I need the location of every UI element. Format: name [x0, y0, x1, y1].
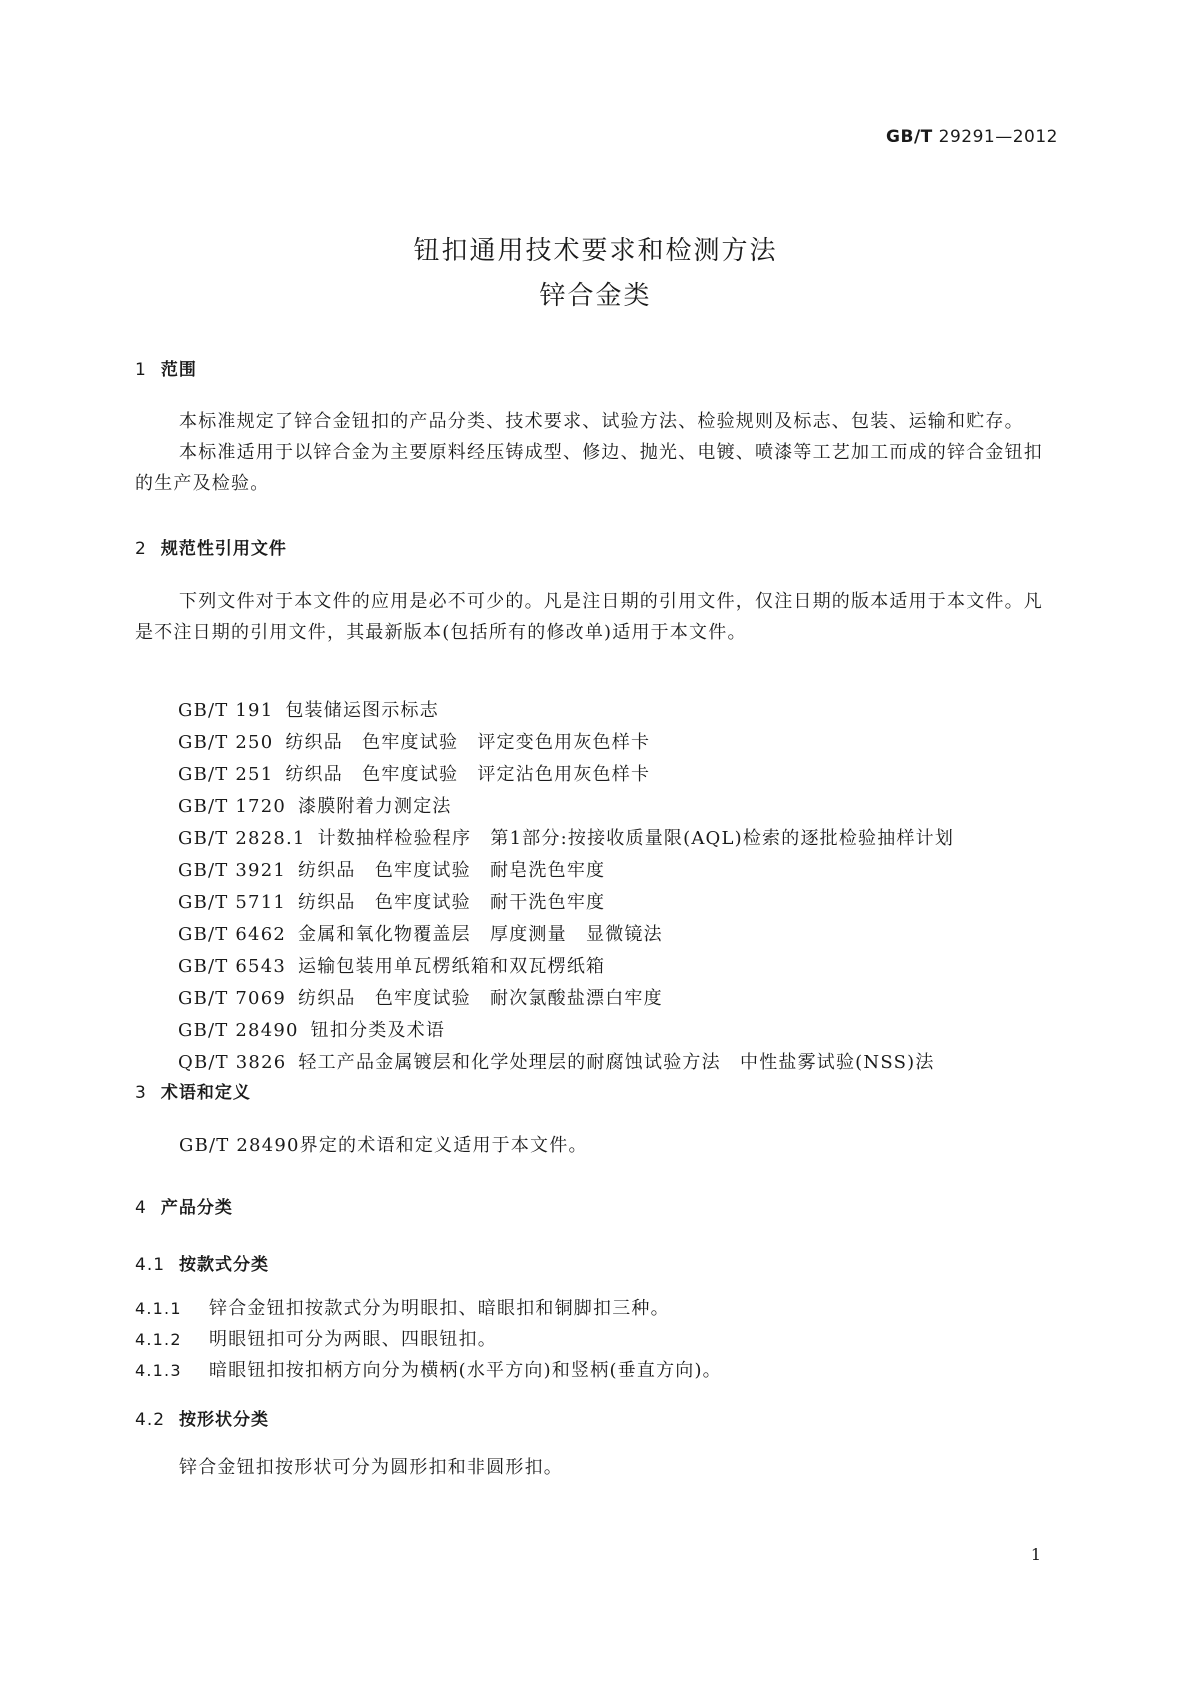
reference-title: 纺织品 色牢度试验 耐次氯酸盐漂白牢度 — [298, 988, 663, 1009]
section-1-paragraph-2: 本标准适用于以锌合金为主要原料经压铸成型、修边、抛光、电镀、喷漆等工艺加工而成的锌合金钮扣的生产及检验。 — [135, 442, 1043, 494]
standard-code — [886, 127, 1058, 147]
reference-title: 漆膜附着力测定法 — [298, 796, 452, 817]
reference-code: GB/T 191 — [178, 700, 274, 721]
section-number: 2 — [135, 539, 147, 559]
section-title: 规范性引用文件 — [160, 539, 287, 559]
clause-number: 4.1.1 — [135, 1299, 182, 1318]
reference-list — [178, 695, 1058, 1079]
clause-text: 锌合金钮扣按款式分为明眼扣、暗眼扣和铜脚扣三种。 — [209, 1298, 670, 1319]
standard-prefix: GB/T — [886, 127, 933, 147]
reference-code: GB/T 6462 — [178, 924, 287, 945]
reference-title: 纺织品 色牢度试验 耐干洗色牢度 — [298, 892, 606, 913]
document-title: 钮扣通用技术要求和检测方法 — [413, 236, 778, 266]
reference-item — [178, 855, 1058, 887]
clause-text: 明眼钮扣可分为两眼、四眼钮扣。 — [209, 1329, 497, 1350]
section-2-heading — [135, 534, 287, 559]
reference-code: GB/T 5711 — [178, 892, 287, 913]
section-3-heading — [135, 1078, 251, 1103]
reference-title: 钮扣分类及术语 — [310, 1020, 446, 1041]
reference-code: GB/T 2828.1 — [178, 828, 306, 849]
section-title: 产品分类 — [160, 1198, 233, 1218]
section-title: 术语和定义 — [160, 1083, 251, 1103]
page-number: 1 — [1030, 1545, 1041, 1564]
clause-4-1-3 — [135, 1356, 722, 1382]
reference-code: GB/T 7069 — [178, 988, 287, 1009]
clause-number: 4.1.3 — [135, 1361, 182, 1380]
reference-item — [178, 951, 1058, 983]
clause-4-1-1 — [135, 1294, 670, 1320]
section-number: 4 — [135, 1198, 147, 1218]
clause-4-1-2 — [135, 1325, 497, 1351]
clause-text: 暗眼钮扣按扣柄方向分为横柄(水平方向)和竖柄(垂直方向)。 — [209, 1360, 722, 1381]
standard-number: 29291—2012 — [938, 127, 1058, 147]
reference-code: QB/T 3826 — [178, 1052, 287, 1073]
section-number: 3 — [135, 1083, 147, 1103]
section-title: 范围 — [160, 360, 197, 380]
reference-code: GB/T 3921 — [178, 860, 287, 881]
subsection-title: 按形状分类 — [179, 1410, 270, 1430]
reference-item — [178, 759, 1058, 791]
subsection-title: 按款式分类 — [179, 1255, 270, 1275]
reference-title: 纺织品 色牢度试验 评定变色用灰色样卡 — [285, 732, 651, 753]
reference-code: GB/T 251 — [178, 764, 274, 785]
reference-code: GB/T 1720 — [178, 796, 287, 817]
subsection-number: 4.1 — [135, 1255, 166, 1275]
document-subtitle: 锌合金类 — [539, 281, 652, 311]
subsection-4-2-paragraph: 锌合金钮扣按形状可分为圆形扣和非圆形扣。 — [179, 1457, 563, 1478]
reference-item — [178, 919, 1058, 951]
reference-title: 纺织品 色牢度试验 评定沾色用灰色样卡 — [285, 764, 651, 785]
reference-item — [178, 727, 1058, 759]
reference-title: 金属和氧化物覆盖层 厚度测量 显微镜法 — [298, 924, 663, 945]
reference-item — [178, 695, 1058, 727]
reference-item — [178, 823, 1058, 855]
clause-number: 4.1.2 — [135, 1330, 182, 1349]
reference-item — [178, 1047, 1058, 1079]
section-number: 1 — [135, 360, 147, 380]
section-4-heading — [135, 1193, 233, 1218]
reference-item — [178, 1015, 1058, 1047]
reference-code: GB/T 28490 — [178, 1020, 299, 1041]
section-2-intro: 下列文件对于本文件的应用是必不可少的。凡是注日期的引用文件，仅注日期的版本适用于本文件。凡是不注日期的引用文件，其最新版本(包括所有的修改单)适用于本文件。 — [135, 591, 1043, 643]
reference-code: GB/T 6543 — [178, 956, 287, 977]
subsection-4-2-heading — [135, 1405, 269, 1430]
section-1-paragraph-1: 本标准规定了锌合金钮扣的产品分类、技术要求、试验方法、检验规则及标志、包装、运输和贮存。 — [179, 411, 1024, 432]
reference-item — [178, 887, 1058, 919]
reference-item — [178, 791, 1058, 823]
reference-title: 计数抽样检验程序 第1部分:按接收质量限(AQL)检索的逐批检验抽样计划 — [317, 828, 955, 849]
reference-title: 包装储运图示标志 — [285, 700, 439, 721]
reference-title: 纺织品 色牢度试验 耐皂洗色牢度 — [298, 860, 606, 881]
subsection-4-1-heading — [135, 1250, 269, 1275]
subsection-number: 4.2 — [135, 1410, 166, 1430]
reference-code: GB/T 250 — [178, 732, 274, 753]
reference-title: 运输包装用单瓦楞纸箱和双瓦楞纸箱 — [298, 956, 606, 977]
section-3-paragraph: GB/T 28490界定的术语和定义适用于本文件。 — [179, 1135, 588, 1156]
reference-item — [178, 983, 1058, 1015]
section-1-heading — [135, 355, 197, 380]
reference-title: 轻工产品金属镀层和化学处理层的耐腐蚀试验方法 中性盐雾试验(NSS)法 — [298, 1052, 935, 1073]
